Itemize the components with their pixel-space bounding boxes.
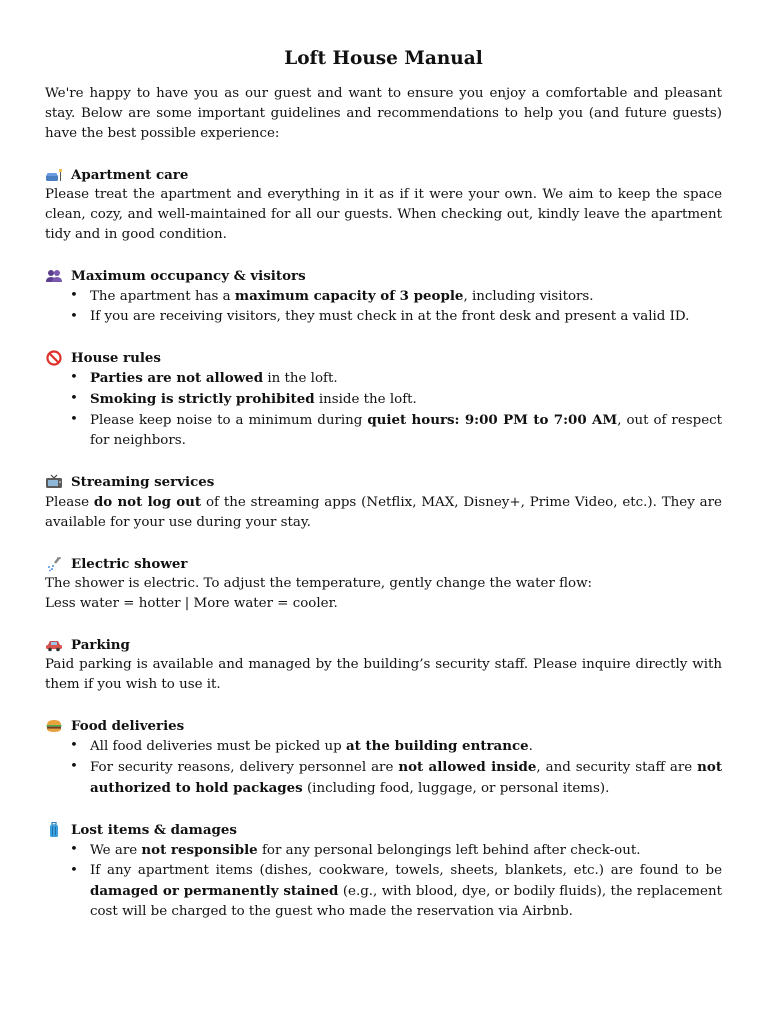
- section-heading: [45, 554, 722, 574]
- list-item: • If you are receiving visitors, they must check in at the front desk and present a valid ID.: [90, 307, 722, 327]
- section-heading-text: Lost items & damages: [71, 822, 237, 838]
- list-item: • If any apartment items (dishes, cookware, towels, sheets, blankets, etc.) are found to be damaged or permanently stained (e.g., with blood, dye, or bodily fluids), the replacement cost will be charged to the guest who made the reservation via Airbnb.: [90, 861, 722, 922]
- section-heading-text: Apartment care: [71, 167, 189, 183]
- people-icon: [45, 268, 63, 284]
- list-item: • All food deliveries must be picked up at the building entrance.: [90, 736, 722, 757]
- section-heading-text: House rules: [71, 350, 161, 366]
- burger-icon: [45, 718, 63, 734]
- list-item: • We are not responsible for any personal belongings left behind after check-out.: [90, 840, 722, 861]
- bullet-list: [45, 368, 722, 451]
- intro-paragraph: We're happy to have you as our guest and want to ensure you enjoy a comfortable and pleasant stay. Below are some important guidelines and recommendations to help you (and future guests) have the best possible experience:: [45, 86, 722, 141]
- section-heading-text: Electric shower: [71, 556, 188, 572]
- section-parking: [45, 635, 722, 695]
- bullet-list: [45, 736, 722, 799]
- section-heading: [45, 165, 722, 185]
- section-text: The shower is electric. To adjust the temperature, gently change the water flow:: [45, 576, 593, 591]
- car-icon: [45, 637, 63, 653]
- couch-lamp-icon: [45, 167, 63, 183]
- list-item: • Parties are not allowed in the loft.: [90, 368, 722, 389]
- section-heading-text: Parking: [71, 637, 130, 653]
- list-item: • Please keep noise to a minimum during quiet hours: 9:00 PM to 7:00 AM, out of respect for neighbors.: [90, 410, 722, 451]
- section-heading: [45, 820, 722, 840]
- section-heading-text: Food deliveries: [71, 718, 185, 734]
- bullet-list: [45, 840, 722, 922]
- bullet-list: [45, 286, 722, 327]
- document-page: [45, 46, 722, 943]
- section-text: Paid parking is available and managed by the building’s security staff. Please inquire directly with them if you wish to use it.: [45, 657, 722, 692]
- section-heading: [45, 348, 722, 368]
- section-heading-text: Maximum occupancy & visitors: [71, 268, 306, 284]
- list-item: • For security reasons, delivery personnel are not allowed inside, and security staff are not authorized to hold packages (including food, luggage, or personal items).: [90, 757, 722, 799]
- section-food: [45, 716, 722, 799]
- page-title: Loft House Manual: [284, 48, 483, 69]
- luggage-icon: [45, 822, 63, 838]
- section-heading: [45, 472, 722, 492]
- section-occupancy: [45, 266, 722, 327]
- list-item: • Smoking is strictly prohibited inside the loft.: [90, 389, 722, 410]
- section-heading-text: Streaming services: [71, 474, 215, 490]
- list-item: • The apartment has a maximum capacity of 3 people, including visitors.: [90, 286, 722, 307]
- section-heading: [45, 635, 722, 655]
- section-lost-items: [45, 820, 722, 922]
- section-streaming: [45, 472, 722, 533]
- section-house-rules: [45, 348, 722, 451]
- prohibited-icon: [45, 350, 63, 366]
- section-text: Please do not log out of the streaming apps (Netflix, MAX, Disney+, Prime Video, etc.). They are available for your use during your stay.: [45, 494, 722, 530]
- shower-icon: [45, 556, 63, 572]
- section-shower: [45, 554, 722, 614]
- section-text: Less water = hotter | More water = cooler.: [45, 596, 338, 611]
- section-heading: [45, 266, 722, 286]
- section-text: Please treat the apartment and everything in it as if it were your own. We aim to keep the space clean, cozy, and well-maintained for all our guests. When checking out, kindly leave the apartment tidy and in good condition.: [45, 187, 722, 242]
- section-apartment-care: [45, 165, 722, 245]
- section-heading: [45, 716, 722, 736]
- tv-icon: [45, 474, 63, 490]
